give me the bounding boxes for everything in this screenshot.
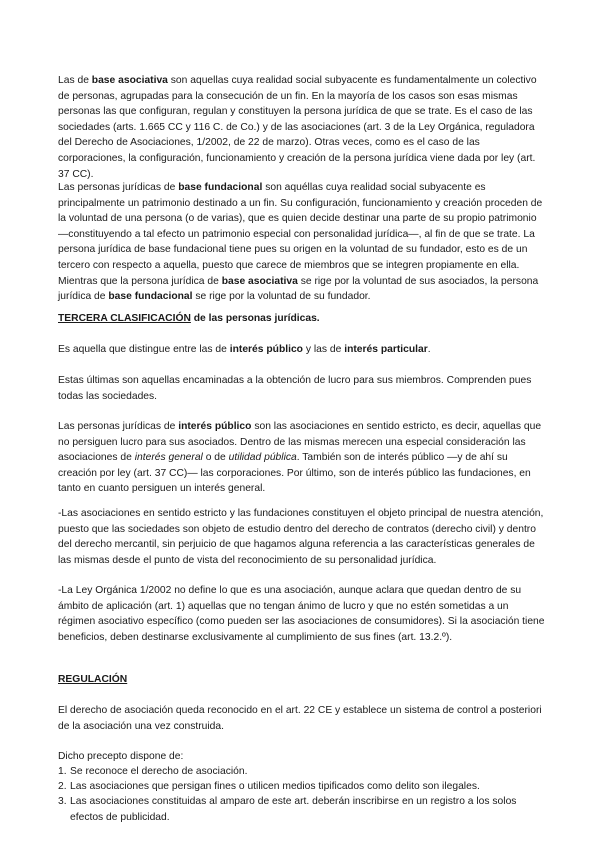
italic-term: utilidad pública bbox=[228, 452, 297, 464]
bold-term: base fundacional bbox=[108, 291, 193, 303]
section-heading-tercera-clasificacion bbox=[58, 311, 548, 327]
text: o de bbox=[202, 452, 229, 464]
text: son las asociaciones en sentido estricto, es decir, aquellas que no persiguen lucro para sus asociados. Dentro de las mismas merecen una especial consideración las asociaciones de bbox=[58, 421, 542, 464]
paragraph-asociaciones-estricto bbox=[58, 506, 548, 568]
text: se rige por la voluntad de sus asociados, la persona jurídica de bbox=[58, 275, 539, 303]
list-number: 3. bbox=[58, 796, 67, 807]
bold-term: interés público bbox=[178, 421, 252, 432]
text: son aquellas cuya realidad social subyacente es fundamentalmente un colectivo de personas, agrupadas para la consecución de un fin. En la mayoría de los casos son esas mismas personas las que configuran, regulan y constituyen la persona jurídica de que se trate. Es el caso de las sociedades (arts. 1.665 CC y 116 C. de Co.) y de las asociaciones (art. 3 de la Ley Orgánica, reguladora del Derecho de Asociaciones, 1/2002, de 22 de marzo). Otras veces, como es el caso de las corporaciones, la configuración, funcionamiento y creación de la persona jurídica viene dada por ley (art. 37 CC). bbox=[58, 75, 537, 180]
paragraph-ley-organica bbox=[58, 583, 548, 645]
text: Las personas jurídicas de bbox=[58, 182, 179, 193]
list-text: Las asociaciones constituidas al amparo de este art. deberán inscribirse en un registro a los solos bbox=[70, 796, 517, 807]
list-item bbox=[58, 764, 548, 780]
bold-term: base fundacional bbox=[178, 182, 263, 193]
heading-rest: de las personas jurídicas. bbox=[190, 313, 320, 324]
text: . También son de interés público —y de ahí su creación por ley (art. 37 CC)— las corporaciones. Por último, son de interés público las fundaciones, en tanto en cuanto persiguen un interés general. bbox=[58, 452, 531, 495]
text: Dicho precepto dispone de: bbox=[58, 751, 184, 762]
text: -La Ley Orgánica 1/2002 no define lo que es una asociación, aunque aclara que quedan dentro de su ámbito de aplicación (art. 1) aquellas que no tengan ánimo de lucro y que no estén sometidas a un régimen asociativo específico (como pueden ser las asociaciones de consumidores). Si la asociación tiene beneficios, deben destinarse exclusivamente al cumplimiento de sus fines (art. 13.2.º). bbox=[58, 585, 545, 643]
text: Estas últimas son aquellas encaminadas a la obtención de lucro para sus miembros. Comprenden pues todas las sociedades. bbox=[58, 375, 532, 402]
paragraph-base-asociativa bbox=[58, 73, 548, 182]
heading-underlined: TERCERA CLASIFICACIÓN bbox=[58, 313, 191, 324]
list-number: 1. bbox=[58, 766, 67, 777]
text: Las personas jurídicas de bbox=[58, 421, 179, 432]
list-item bbox=[58, 794, 548, 825]
bold-term: base asociativa bbox=[91, 75, 168, 86]
italic-term: interés general bbox=[134, 452, 203, 464]
bold-term: interés público bbox=[229, 344, 303, 355]
paragraph-derecho-asociacion bbox=[58, 703, 548, 734]
text: -Las asociaciones en sentido estricto y las fundaciones constituyen el objeto principal de nuestra atención, puesto que las sociedades son objeto de estudio dentro del derecho de contratos (derecho civil) y dentro del derecho mercantil, sin perjuicio de que hagamos alguna referencia a las características generales de las mismas desde el punto de vista del reconocimiento de su personalidad jurídica. bbox=[58, 508, 544, 566]
list-text-continuation: efectos de publicidad. bbox=[70, 811, 170, 823]
list-text: Las asociaciones que persigan fines o utilicen medios tipificados como delito son ilegales. bbox=[70, 781, 480, 792]
list-number: 2. bbox=[58, 781, 67, 792]
paragraph-interes-particular bbox=[58, 373, 548, 404]
text: . bbox=[427, 344, 431, 355]
text: se rige por la voluntad de su fundador. bbox=[192, 291, 371, 303]
section-heading-regulacion: REGULACIÓN bbox=[58, 674, 128, 685]
text: Es aquella que distingue entre las de bbox=[58, 344, 230, 355]
bold-term: interés particular bbox=[344, 344, 428, 355]
list-item bbox=[58, 779, 548, 795]
text: son aquéllas cuya realidad social subyacente es principalmente un patrimonio destinado a un fin. Su configuración, funcionamiento y creación proceden de la voluntad de una persona (o de varias), que es quien decide destinar una parte de su propio patrimonio —constituyendo a tal efecto un patrimonio especial con personalidad jurídica—, al fin de que se trate. La persona jurídica de base fundacional tiene pues su origen en la voluntad de su fundador, esto es de un tercero con respecto a aquella, puesto que carece de miembros que se integren propiamente en ella. Mientras que la persona jurídica de bbox=[58, 182, 543, 287]
paragraph-dicho-precepto bbox=[58, 749, 548, 765]
bold-term: base asociativa bbox=[221, 275, 298, 287]
list-text: Se reconoce el derecho de asociación. bbox=[70, 766, 248, 777]
paragraph-base-fundacional bbox=[58, 180, 548, 305]
paragraph-interes-publico bbox=[58, 419, 548, 497]
text: y las de bbox=[302, 344, 345, 355]
text: El derecho de asociación queda reconocido en el art. 22 CE y establece un sistema de control a posteriori de la asociación una vez construida. bbox=[58, 705, 542, 732]
text: Las de bbox=[58, 75, 92, 86]
paragraph-interes-distincion bbox=[58, 342, 548, 358]
